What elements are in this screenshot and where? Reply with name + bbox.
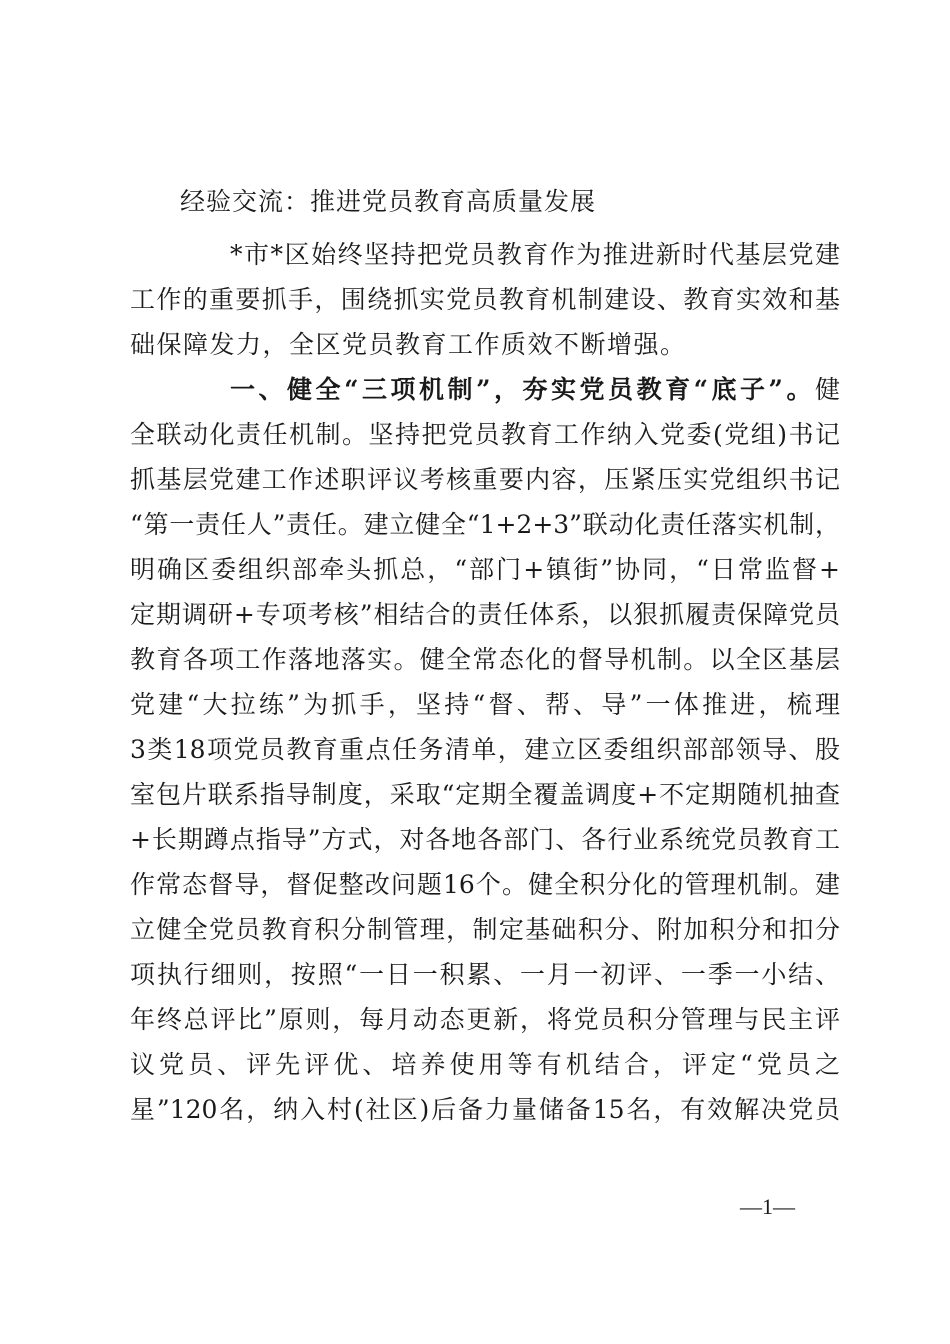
paragraph-line: 抓基层党建工作述职评议考核重要内容，压紧压实党组织书记 [130, 465, 840, 494]
paragraph-line: “第一责任人”责任。建立健全“1+2+3”联动化责任落实机制， [130, 510, 840, 539]
paragraph-line: 全联动化责任机制。坚持把党员教育工作纳入党委(党组)书记 [130, 420, 840, 449]
paragraph-line: 立健全党员教育积分制管理，制定基础积分、附加积分和扣分 [130, 915, 840, 944]
paragraph-line: *市*区始终坚持把党员教育作为推进新时代基层党建 [230, 240, 840, 269]
section-heading-continuation: 健 [814, 375, 840, 404]
paragraph-line: 工作的重要抓手，围绕抓实党员教育机制建设、教育实效和基 [130, 285, 840, 314]
section-heading-line [230, 372, 840, 408]
paragraph-line: 础保障发力，全区党员教育工作质效不断增强。 [130, 330, 687, 359]
paragraph-line: 星”120名，纳入村(社区)后备力量储备15名，有效解决党员 [130, 1095, 840, 1124]
paragraph-line: 年终总评比”原则，每月动态更新，将党员积分管理与民主评 [130, 1005, 840, 1034]
paragraph-line: 项执行细则，按照“一日一积累、一月一初评、一季一小结、 [130, 960, 840, 989]
paragraph-line: 作常态督导，督促整改问题16个。健全积分化的管理机制。建 [130, 870, 840, 899]
paragraph-line: 室包片联系指导制度，采取“定期全覆盖调度+不定期随机抽查 [130, 780, 840, 809]
paragraph-line: 定期调研+专项考核”相结合的责任体系，以狠抓履责保障党员 [130, 600, 840, 629]
section-heading: 一、健全“三项机制”，夯实党员教育“底子”。 [230, 375, 815, 404]
paragraph-line: 党建“大拉练”为抓手，坚持“督、帮、导”一体推进，梳理 [130, 690, 840, 719]
document-title: 经验交流：推进党员教育高质量发展 [180, 187, 597, 216]
paragraph-line: 议党员、评先评优、培养使用等有机结合，评定“党员之 [130, 1050, 840, 1079]
paragraph-line: 教育各项工作落地落实。健全常态化的督导机制。以全区基层 [130, 645, 840, 674]
page-number: —1— [740, 1194, 795, 1219]
paragraph-line: +长期蹲点指导”方式，对各地各部门、各行业系统党员教育工 [130, 825, 840, 854]
paragraph-line: 3类18项党员教育重点任务清单，建立区委组织部部领导、股 [130, 735, 840, 764]
paragraph-line: 明确区委组织部牵头抓总，“部门+镇街”协同，“日常监督+ [130, 555, 840, 584]
